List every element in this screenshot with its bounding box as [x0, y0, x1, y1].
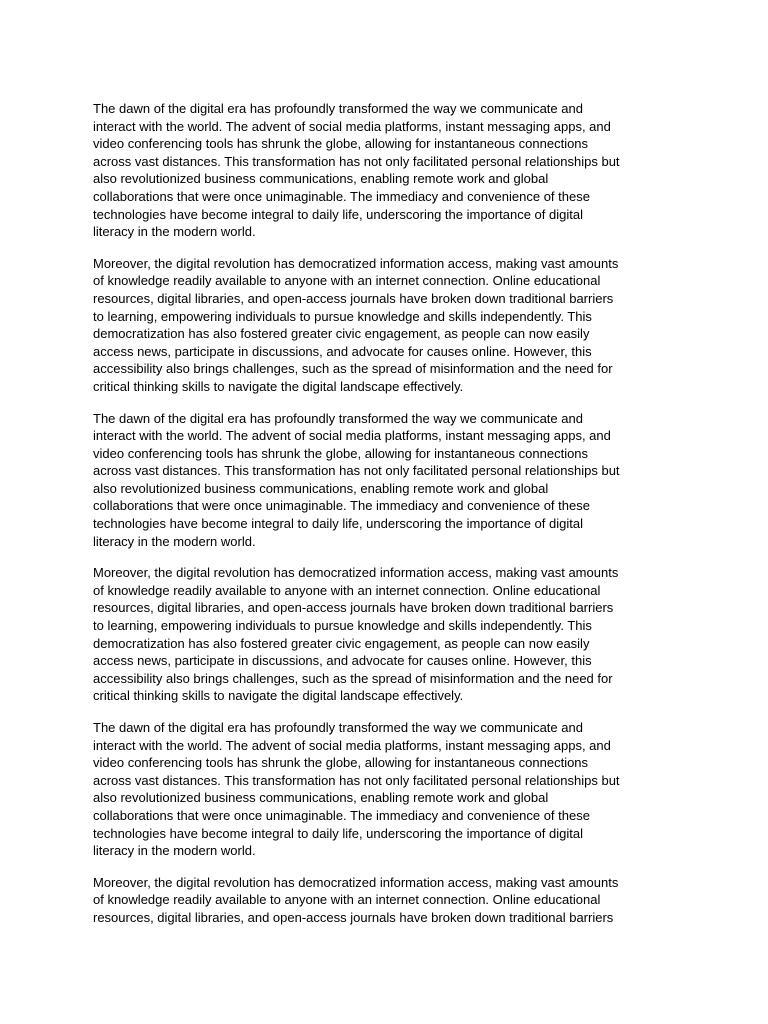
text-line: Moreover, the digital revolution has democratized information access, making vast amounts: [93, 874, 619, 890]
text-line: literacy in the modern world.: [93, 843, 256, 859]
text-line: technologies have become integral to daily life, underscoring the importance of digital: [93, 516, 583, 532]
paragraph-4: [93, 564, 673, 705]
text-line: of knowledge readily available to anyone with an internet connection. Online educational: [93, 273, 601, 289]
text-line: collaborations that were once unimaginable. The immediacy and convenience of these: [93, 807, 590, 823]
paragraph-5: [93, 719, 673, 860]
text-line: The dawn of the digital era has profoundly transformed the way we communicate and: [93, 720, 583, 735]
text-line: accessibility also brings challenges, such as the spread of misinformation and the need for: [93, 361, 613, 377]
text-line: Moreover, the digital revolution has democratized information access, making vast amounts: [93, 565, 619, 581]
text-line: also revolutionized business communications, enabling remote work and global: [93, 480, 549, 496]
text-line: also revolutionized business communications, enabling remote work and global: [93, 171, 549, 187]
text-line: access news, participate in discussions, and advocate for causes online. However, this: [93, 653, 592, 669]
text-line: across vast distances. This transformation has not only facilitated personal relationships but: [93, 153, 620, 169]
text-line: resources, digital libraries, and open-access journals have broken down traditional barriers: [93, 290, 614, 306]
text-line: literacy in the modern world.: [93, 533, 256, 549]
text-line: of knowledge readily available to anyone with an internet connection. Online educational: [93, 582, 601, 598]
text-line: video conferencing tools has shrunk the globe, allowing for instantaneous connections: [93, 755, 589, 771]
text-line: resources, digital libraries, and open-access journals have broken down traditional barriers: [93, 600, 614, 616]
text-line: access news, participate in discussions, and advocate for causes online. However, this: [93, 343, 592, 359]
text-line: also revolutionized business communications, enabling remote work and global: [93, 790, 549, 806]
text-line: video conferencing tools has shrunk the globe, allowing for instantaneous connections: [93, 136, 589, 152]
text-line: technologies have become integral to daily life, underscoring the importance of digital: [93, 825, 583, 841]
text-line: collaborations that were once unimaginable. The immediacy and convenience of these: [93, 498, 590, 514]
text-line: literacy in the modern world.: [93, 224, 256, 240]
paragraph-1: [93, 100, 673, 241]
text-line: critical thinking skills to navigate the digital landscape effectively.: [93, 688, 464, 704]
text-line: across vast distances. This transformation has not only facilitated personal relationships but: [93, 772, 620, 788]
text-line: critical thinking skills to navigate the digital landscape effectively.: [93, 378, 464, 394]
paragraph-3: [93, 410, 673, 551]
text-line: resources, digital libraries, and open-access journals have broken down traditional barriers: [93, 909, 614, 925]
text-line: of knowledge readily available to anyone with an internet connection. Online educational: [93, 892, 601, 908]
text-line: accessibility also brings challenges, such as the spread of misinformation and the need for: [93, 670, 613, 686]
text-line: technologies have become integral to daily life, underscoring the importance of digital: [93, 206, 583, 222]
text-line: collaborations that were once unimaginable. The immediacy and convenience of these: [93, 188, 590, 204]
text-line: Moreover, the digital revolution has democratized information access, making vast amounts: [93, 255, 619, 271]
document-body: [93, 100, 673, 941]
text-line: video conferencing tools has shrunk the globe, allowing for instantaneous connections: [93, 445, 589, 461]
text-line: interact with the world. The advent of social media platforms, instant messaging apps, and: [93, 737, 611, 753]
text-line: to learning, empowering individuals to pursue knowledge and skills independently. This: [93, 618, 592, 634]
text-line: interact with the world. The advent of social media platforms, instant messaging apps, and: [93, 118, 611, 134]
text-line: democratization has also fostered greater civic engagement, as people can now easily: [93, 635, 590, 651]
text-line: The dawn of the digital era has profoundly transformed the way we communicate and: [93, 410, 583, 426]
text-line: to learning, empowering individuals to pursue knowledge and skills independently. This: [93, 308, 592, 324]
text-line: across vast distances. This transformation has not only facilitated personal relationships but: [93, 463, 620, 479]
paragraph-6: [93, 874, 673, 927]
text-line: democratization has also fostered greater civic engagement, as people can now easily: [93, 326, 590, 342]
paragraph-2: [93, 255, 673, 396]
text-line: The dawn of the digital era has profoundly transformed the way we communicate and: [93, 101, 583, 116]
text-line: interact with the world. The advent of social media platforms, instant messaging apps, and: [93, 428, 611, 444]
